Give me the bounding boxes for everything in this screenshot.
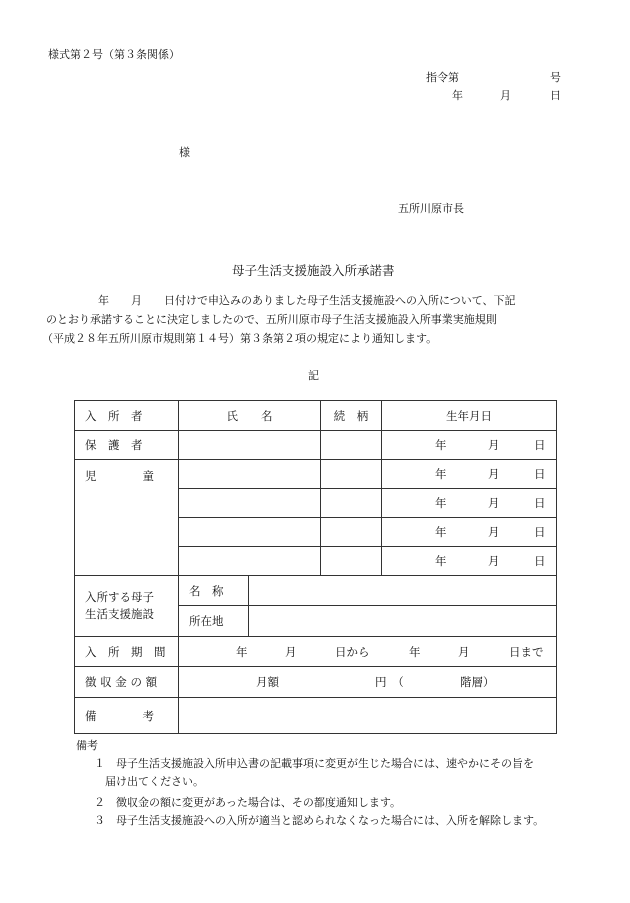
fee-label: 徴 収 金 の 額 — [75, 667, 179, 698]
child-label: 児 童 — [75, 460, 179, 576]
remarks-cell[interactable] — [179, 698, 557, 734]
child-row — [75, 460, 557, 489]
month-unit: 月 — [488, 525, 500, 539]
fee-monthly-label: 月額 — [256, 675, 279, 689]
name-header: 氏 名 — [179, 401, 321, 431]
period-to-month: 月 — [458, 644, 470, 659]
month-unit: 月 — [488, 496, 500, 510]
month-unit: 月 — [488, 467, 500, 481]
period-to-year: 年 — [409, 644, 421, 659]
month-unit: 月 — [488, 438, 500, 452]
child-name-cell[interactable] — [179, 460, 321, 489]
child-name-cell[interactable] — [179, 547, 321, 576]
facility-address-cell[interactable] — [249, 606, 557, 637]
period-from-day: 日から — [335, 644, 370, 659]
birthdate-header: 生年月日 — [382, 401, 557, 431]
issue-date-month: 月 — [500, 89, 511, 102]
period-from-month: 月 — [285, 644, 297, 659]
facility-name-cell[interactable] — [249, 576, 557, 606]
facility-address-label: 所在地 — [179, 606, 249, 637]
year-unit: 年 — [435, 467, 447, 481]
year-unit: 年 — [435, 554, 447, 568]
guardian-birthdate-cell[interactable] — [382, 431, 557, 460]
month-unit: 月 — [488, 554, 500, 568]
body-line-2: のとおり承諾することに決定しましたので、五所川原市母子生活支援施設入所事業実施規則 — [46, 313, 497, 326]
day-unit: 日 — [534, 496, 546, 510]
year-unit: 年 — [435, 525, 447, 539]
child-birthdate-cell[interactable] — [382, 460, 557, 489]
child-relation-cell[interactable] — [321, 518, 382, 547]
form-code: 様式第２号（第３条関係） — [48, 48, 180, 61]
issuer: 五所川原市長 — [398, 202, 464, 215]
fee-row — [75, 667, 557, 698]
facility-label-line-1: 入所する母子 — [85, 590, 154, 604]
child-name-cell[interactable] — [179, 489, 321, 518]
addressee-suffix: 様 — [179, 146, 190, 159]
year-unit: 年 — [435, 438, 447, 452]
note-item-3: ３ 母子生活支援施設への入所が適当と認められなくなった場合には、入所を解除します。 — [94, 814, 545, 827]
note-item-1: １ 母子生活支援施設入所申込書の記載事項に変更が生じた場合には、速やかにその旨を — [94, 757, 534, 770]
remarks-label: 備 考 — [75, 698, 179, 734]
admission-table — [74, 400, 557, 734]
notes-heading: 備考 — [76, 739, 98, 752]
issue-date-year: 年 — [452, 89, 463, 102]
table-header-row — [75, 401, 557, 431]
note-item-1-cont: 届け出てください。 — [94, 775, 204, 788]
note-item-2: ２ 徴収金の額に変更があった場合は、その都度通知します。 — [94, 796, 402, 809]
day-unit: 日 — [534, 554, 546, 568]
day-unit: 日 — [534, 525, 546, 539]
facility-label — [75, 576, 179, 637]
document-number-suffix: 号 — [550, 71, 561, 84]
day-unit: 日 — [534, 438, 546, 452]
period-row — [75, 637, 557, 667]
body-line-3: （平成２８年五所川原市規則第１４号）第３条第２項の規定により通知します。 — [42, 332, 438, 345]
guardian-label: 保 護 者 — [75, 431, 179, 460]
resident-label: 入 所 者 — [75, 401, 179, 431]
relation-header: 続 柄 — [321, 401, 382, 431]
child-birthdate-cell[interactable] — [382, 547, 557, 576]
facility-name-label: 名 称 — [179, 576, 249, 606]
fee-tier-label: 階層） — [460, 675, 495, 689]
facility-name-row — [75, 576, 557, 606]
issue-date-day: 日 — [550, 89, 561, 102]
period-cell[interactable] — [179, 637, 557, 667]
document-number-prefix: 指令第 — [426, 71, 459, 84]
guardian-row — [75, 431, 557, 460]
child-relation-cell[interactable] — [321, 547, 382, 576]
period-to-day: 日まで — [509, 644, 544, 659]
guardian-name-cell[interactable] — [179, 431, 321, 460]
body-line-1: 年 月 日付けで申込みのありました母子生活支援施設への入所について、下記 — [98, 294, 516, 307]
day-unit: 日 — [534, 467, 546, 481]
facility-label-line-2: 生活支援施設 — [85, 607, 154, 621]
fee-cell[interactable] — [179, 667, 557, 698]
year-unit: 年 — [435, 496, 447, 510]
fee-yen-label: 円 （ — [375, 675, 404, 689]
remarks-row — [75, 698, 557, 734]
period-label: 入 所 期 間 — [75, 637, 179, 667]
child-birthdate-cell[interactable] — [382, 518, 557, 547]
document-title: 母子生活支援施設入所承諾書 — [232, 263, 395, 278]
child-relation-cell[interactable] — [321, 460, 382, 489]
guardian-relation-cell[interactable] — [321, 431, 382, 460]
child-relation-cell[interactable] — [321, 489, 382, 518]
ki-heading: 記 — [308, 369, 319, 382]
child-name-cell[interactable] — [179, 518, 321, 547]
child-birthdate-cell[interactable] — [382, 489, 557, 518]
body-paragraph — [42, 291, 583, 348]
period-from-year: 年 — [236, 644, 248, 659]
